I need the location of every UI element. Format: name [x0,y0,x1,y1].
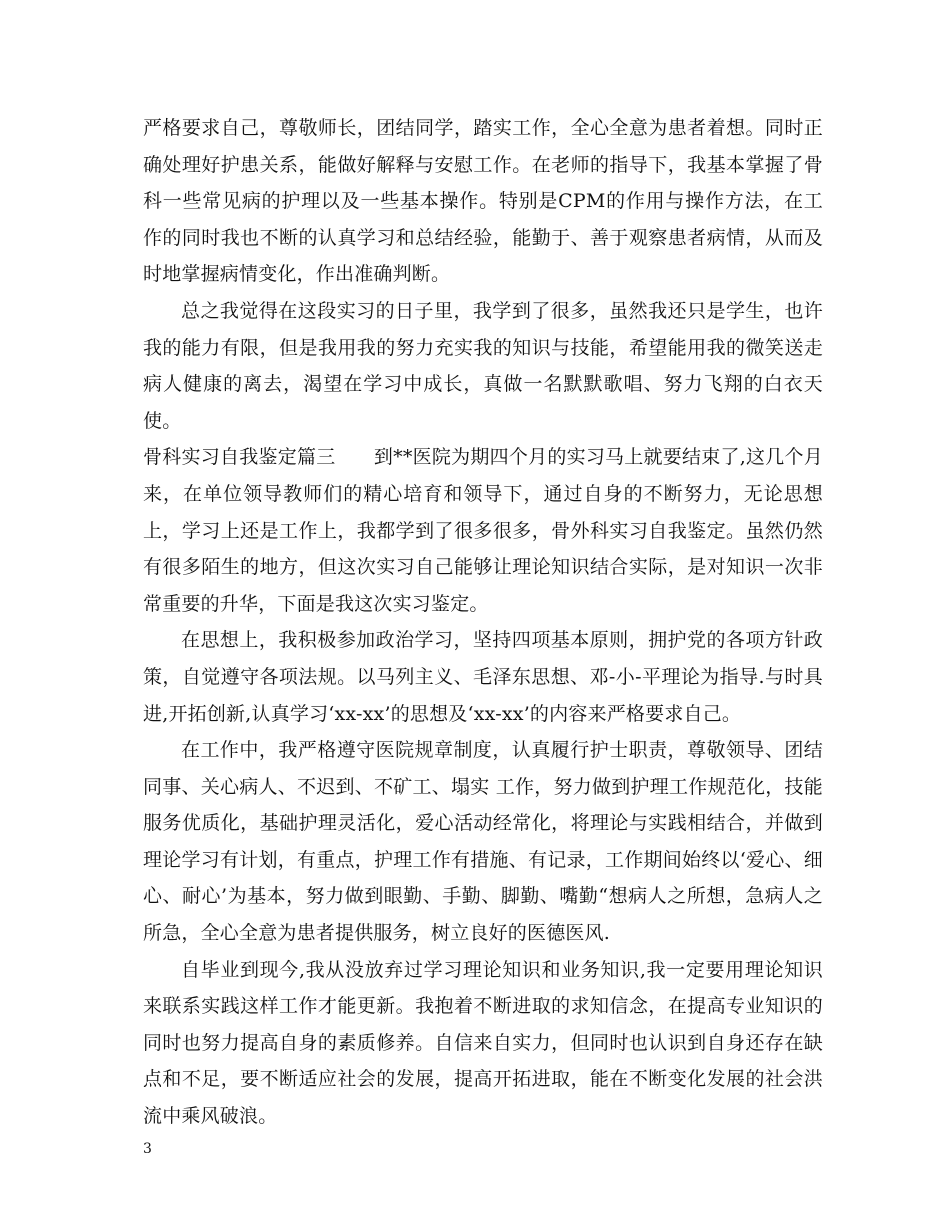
paragraph-5: 在工作中，我严格遵守医院规章制度，认真履行护士职责，尊敬领导、团结同事、关心病人、不迟到、不矿工、塌实 工作，努力做到护理工作规范化，技能服务优质化，基础护理灵活化，爱心活动经常化，将理论与实践相结合，并做到理论学习有计划，有重点，护理工作有措施、有记录，工作期间始终以‘爱心、细心、耐心’为基本，努力做到眼勤、手勤、脚勤、嘴勤“想病人之所想，急病人之所急，全心全意为患者提供服务，树立良好的医德医风. [143,739,823,945]
paragraph-2: 总之我觉得在这段实习的日子里，我学到了很多，虽然我还只是学生，也许我的能力有限，但是我用我的努力充实我的知识与技能，希望能用我的微笑送走病人健康的离去，渴望在学习中成长，真做一名默默歌唱、努力飞翔的白衣天使。 [143,299,823,432]
paragraph-1: 严格要求自己，尊敬师长，团结同学，踏实工作，全心全意为患者着想。同时正确处理好护患关系，能做好解释与安慰工作。在老师的指导下，我基本掌握了骨科一些常见病的护理以及一些基本操作。特别是CPM的作用与操作方法，在工作的同时我也不断的认真学习和总结经验，能勤于、善于观察患者病情，从而及时地掌握病情变化，作出准确判断。 [143,117,823,286]
document-body [143,110,823,1135]
paragraph-6: 自毕业到现今,我从没放弃过学习理论知识和业务知识,我一定要用理论知识来联系实践这样工作才能更新。我抱着不断进取的求知信念，在提高专业知识的同时也努力提高自身的素质修养。自信来自实力，但同时也认识到自身还存在缺点和不足，要不断适应社会的发展，提高开拓进取，能在不断变化发展的社会洪流中乘风破浪。 [143,958,823,1128]
page-number: 3 [143,1141,152,1157]
paragraph-4: 在思想上，我积极参加政治学习，坚持四项基本原则，拥护党的各项方针政策，自觉遵守各项法规。以马列主义、毛泽东思想、邓-小-平理论为指导.与时具进,开拓创新,认真学习‘xx-xx’的思想及‘xx-xx’的内容来严格要求自己。 [143,629,823,725]
paragraph-3: 骨科实习自我鉴定篇三 到**医院为期四个月的实习马上就要结束了,这几个月来，在单位领导教师们的精心培育和领导下，通过自身的不断努力，无论思想上，学习上还是工作上，我都学到了很多很多，骨外科实习自我鉴定。虽然仍然有很多陌生的地方，但这次实习自己能够让理论知识结合实际，是对知识一次非常重要的升华，下面是我这次实习鉴定。 [143,446,823,615]
